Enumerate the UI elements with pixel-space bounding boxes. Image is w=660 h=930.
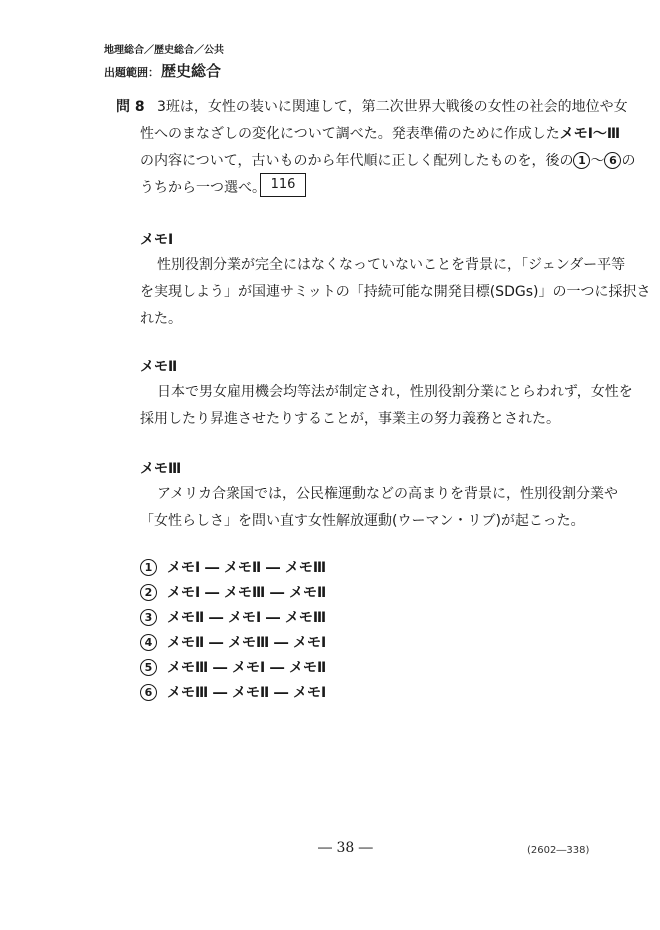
- choice-4: [140, 632, 326, 652]
- memo-2-line-1: 日本で男女雇用機会均等法が制定され，性別役割分業にとらわれず，女性を: [157, 384, 633, 400]
- exam-code: (2602―338): [527, 845, 590, 856]
- memo-3-title: メモⅢ: [140, 461, 182, 477]
- choice-1-text: メモⅠ ― メモⅡ ― メモⅢ: [167, 560, 327, 576]
- choice-6-text: メモⅢ ― メモⅡ ― メモⅠ: [167, 685, 327, 701]
- question-line-4: うちから一つ選べ。: [140, 180, 266, 196]
- choice-4-text: メモⅡ ― メモⅢ ― メモⅠ: [167, 635, 327, 651]
- exam-scope-label: 出題範囲：: [104, 66, 159, 79]
- choice-5-text: メモⅢ ― メモⅠ ― メモⅡ: [167, 660, 327, 676]
- page-number: ― 38 ―: [318, 840, 373, 856]
- answer-number-box: 116: [260, 173, 306, 197]
- memo-3-line-1: アメリカ合衆国では，公民権運動などの高まりを背景に，性別役割分業や: [157, 486, 619, 502]
- subject-header: 地理総合／歴史総合／公共: [104, 45, 224, 56]
- memo-1-line-2: を実現しよう」が国連サミットの「持続可能な開発目標(SDGs)」の一つに採択さ: [140, 284, 651, 300]
- memo-1-line-1: 性別役割分業が完全にはなくなっていないことを背景に，「ジェンダー平等: [157, 257, 626, 273]
- choice-2-text: メモⅠ ― メモⅢ ― メモⅡ: [167, 585, 327, 601]
- memo-2-line-2: 採用したり昇進させたりすることが，事業主の努力義務とされた。: [140, 411, 560, 427]
- memo-2-title: メモⅡ: [140, 359, 178, 375]
- choice-2: [140, 582, 326, 602]
- choice-2-number: 2: [140, 584, 157, 601]
- range-tilde: ～: [590, 153, 605, 169]
- question-line-3-end: の: [621, 153, 636, 169]
- memo-1-line-3: れた。: [140, 311, 182, 327]
- exam-scope: [104, 60, 221, 81]
- circled-number-6: 6: [604, 152, 621, 169]
- choice-4-number: 4: [140, 634, 157, 651]
- memo-3-line-2: 「女性らしさ」を問い直す女性解放運動(ウーマン・リブ)が起こった。: [140, 513, 585, 529]
- choice-1: [140, 557, 326, 577]
- choice-3: [140, 607, 326, 627]
- memo-range: メモⅠ～Ⅲ: [559, 126, 621, 142]
- question-line-3-text: の内容について，古いものから年代順に正しく配列したものを，後の: [140, 153, 574, 169]
- question-line-1: 3班は，女性の装いに関連して，第二次世界大戦後の女性の社会的地位や女: [157, 99, 628, 115]
- choice-5-number: 5: [140, 659, 157, 676]
- choice-6: [140, 682, 326, 702]
- question-number: 問 8: [116, 99, 145, 115]
- choice-5: [140, 657, 326, 677]
- question-line-2-text: 性へのまなざしの変化について調べた。発表準備のために作成した: [140, 126, 560, 142]
- question-line-2: [140, 123, 620, 143]
- exam-scope-value: 歴史総合: [161, 62, 222, 80]
- choice-3-number: 3: [140, 609, 157, 626]
- memo-1-title: メモⅠ: [140, 232, 174, 248]
- choice-1-number: 1: [140, 559, 157, 576]
- choice-3-text: メモⅡ ― メモⅠ ― メモⅢ: [167, 610, 327, 626]
- choice-6-number: 6: [140, 684, 157, 701]
- circled-number-1: 1: [573, 152, 590, 169]
- question-line-3: [140, 150, 635, 170]
